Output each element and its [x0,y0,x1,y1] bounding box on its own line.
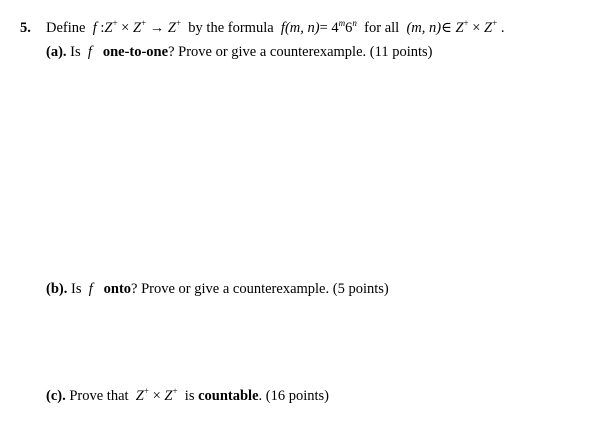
part-c-prove-that: Prove that [69,388,129,404]
exponent-n: n [352,18,357,28]
set-z1: Z [455,20,464,36]
plus-sup: + [463,18,469,28]
part-a-property: one-to-one [102,44,169,60]
codomain-z: Z [167,20,176,36]
period: . [500,20,505,36]
function-symbol: f [92,20,97,36]
for-all: for all [364,20,400,36]
define-word: Define [46,20,86,36]
part-b-property: onto [103,281,132,297]
domain-z1: Z [104,20,113,36]
part-c-property: countable [198,388,259,404]
part-a [46,44,432,61]
part-b-rest: ? Prove or give a counterexample. (5 points) [131,281,389,297]
part-a-f: f [87,44,92,60]
times-sign: × [472,20,481,36]
times-sign: × [152,388,161,404]
times-sign: × [121,20,130,36]
plus-sup: + [141,18,147,28]
formula-lhs: f(m, n) [280,20,320,36]
part-b-label: (b). [46,281,68,297]
part-a-rest: ? Prove or give a counterexample. (11 points) [168,44,433,60]
part-c [46,388,329,405]
part-c-rest: . (16 points) [258,388,329,404]
part-a-label: (a). [46,44,67,60]
plus-sup: + [492,18,498,28]
arrow-symbol: → [149,20,165,36]
part-a-is: Is [70,44,81,60]
plus-sup: + [175,18,182,28]
part-c-z1: Z [135,388,144,404]
problem-number: 5. [20,20,31,36]
formula-eq: = 4 [319,20,339,36]
pair: (m, n)∈ [406,20,452,36]
plus-sup: + [172,386,178,396]
part-c-label: (c). [46,388,66,404]
exponent-m: m [338,18,346,28]
plus-sup: + [143,386,149,396]
set-z2: Z [484,20,493,36]
part-b-f: f [88,281,93,297]
by-the-formula: by the formula [188,20,274,36]
six: 6 [345,20,353,36]
part-b [46,281,389,298]
domain-z2: Z [132,20,142,36]
plus-sup: + [112,18,118,28]
problem-statement: 5. Define f :Z+ × Z+ → Z+ by the formula f(m, $n)= 4^m6^n$ for all (m, n)∈ Z+ × Z+ . [20,18,505,36]
part-b-is: Is [70,281,82,297]
part-c-is: is [184,388,195,404]
part-c-z2: Z [164,388,173,404]
